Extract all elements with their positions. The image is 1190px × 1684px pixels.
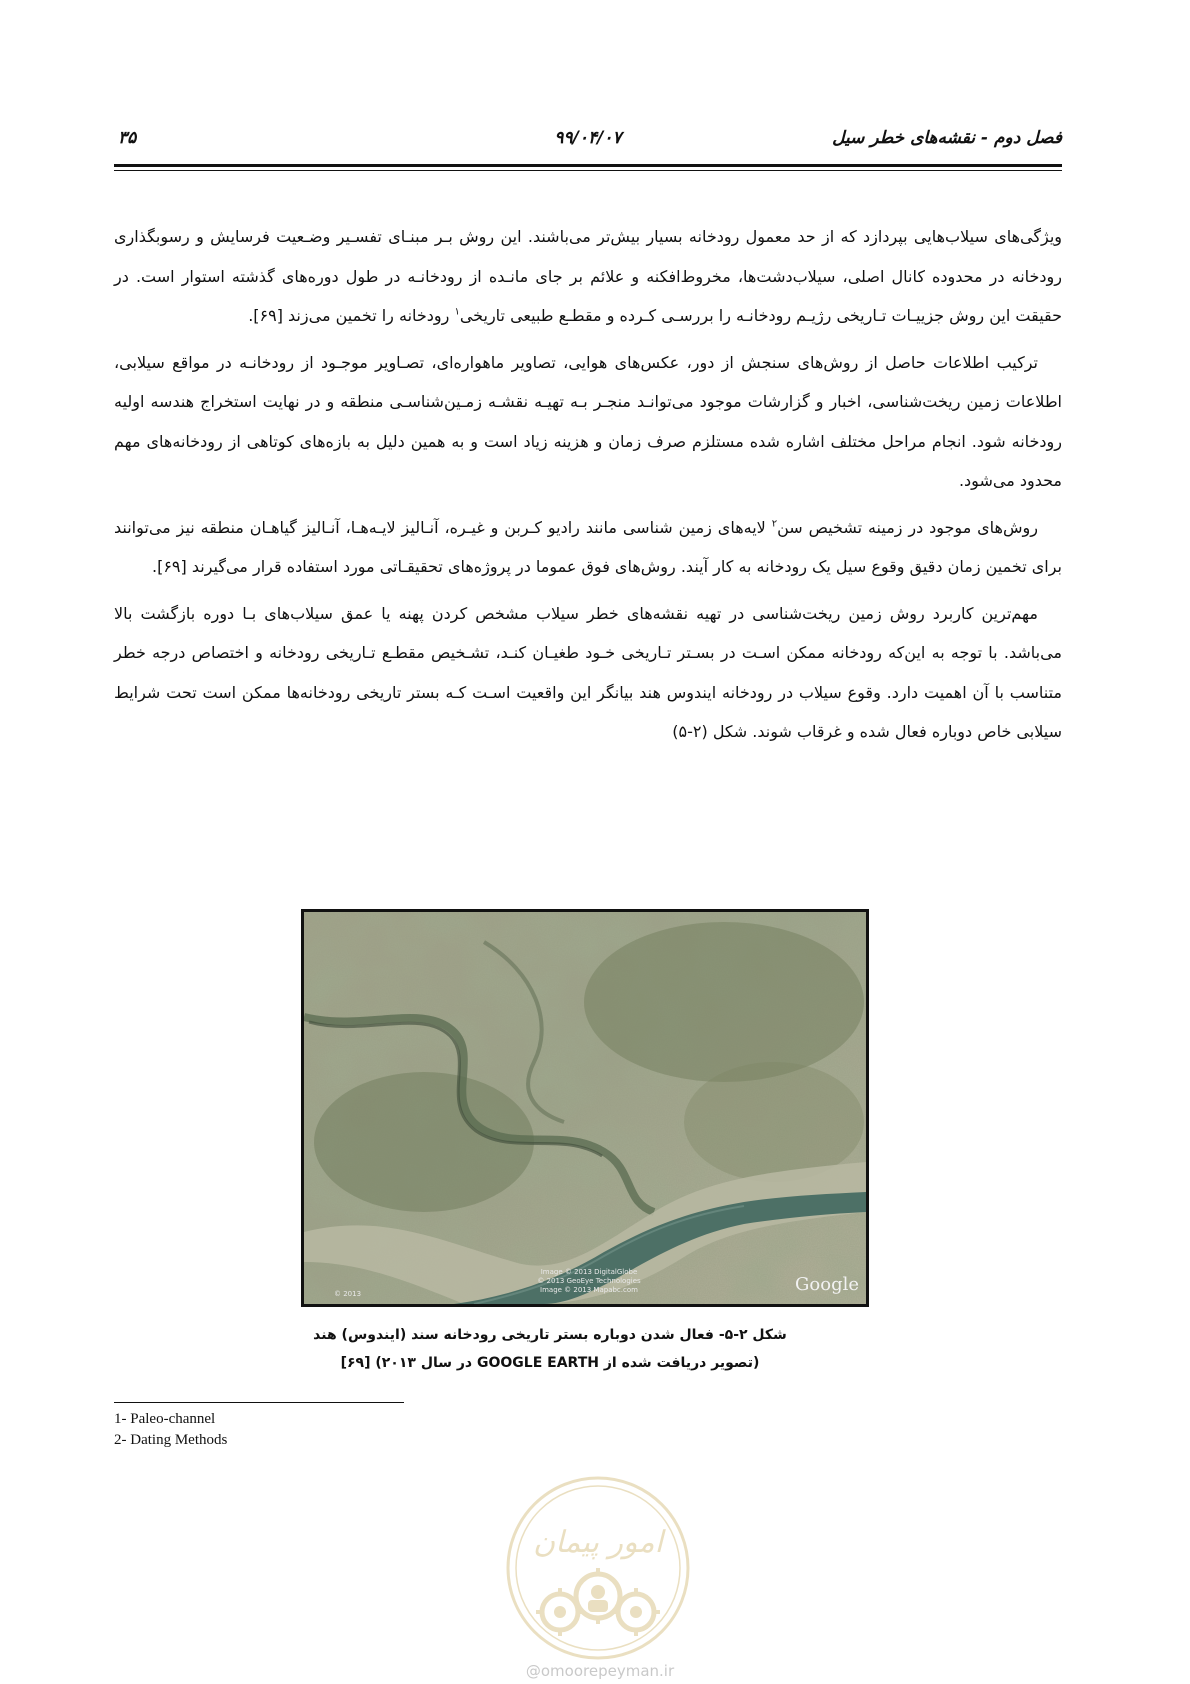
body-text [114,217,1062,759]
google-logo: Google [795,1274,859,1295]
footnote-ref[interactable]: ۲ [771,518,778,530]
image-corner-text: © 2013 [334,1290,362,1298]
footnote-ref[interactable]: ۱ [454,306,460,318]
footnote-2: 2- Dating Methods [114,1432,228,1448]
header-rule-thick [114,164,1062,167]
chapter-title: فصل دوم - نقشه‌های خطر سیل [832,128,1062,148]
paragraph: ویژگی‌های سیلاب‌هایی بپردازد که از حد معمول رودخانه بسیار بیش‌تر می‌باشند. این روش بـر مبنـای تفسـیر وضـعیت فرسایش و رسوبگذاری رودخانه در محدوده کانال اصلی، سیلاب‌دشت‌ها، مخروط‌افکنه و علائم بر جای مانـده از رودخانـه در طول دوره‌های گذشته استوار است. در حقیقت این روش جزییـات تـاریخی رژیـم رودخانـه را بررسـی کـرده و مقطـع طبیعی تاریخی$^۱$ رودخانه را تخمین می‌زند [۶۹]. [114,227,1062,325]
page-number: ۳۵ [118,128,137,148]
caption-line-2: (تصویر دریافت شده از GOOGLE EARTH در سال ۲۰۱۳) [۶۹] [340,1355,760,1371]
caption-line-1: شکل ۲-۵- فعال شدن دوباره بستر تاریخی رودخانه سند (ایندوس) هند [313,1327,787,1343]
footnote-rule [114,1402,404,1403]
image-credit: Image © 2013 Mapabc.com [540,1286,638,1294]
satellite-image [301,909,869,1307]
paragraph: روش‌های موجود در زمینه تشخیص سن$^۲$ لایه‌های زمین شناسی مانند رادیو کـربن و غیـره، آنـالیز لایـه‌هـا، آنـالیز گیاهـان منطقه نیز می‌توانند برای تخمین زمان دقیق وقوع سیل یک رودخانه به کار آیند. روش‌های فوق عموما در پروژه‌های تحقیقـاتی مورد استفاده قرار می‌گیرند [۶۹]. [114,517,1062,576]
paragraph: ترکیب اطلاعات حاصل از روش‌های سنجش از دور، عکس‌های هوایی، تصاویر ماهواره‌ای، تصـاویر موجـود از رودخانـه در مواقع سیلابی، اطلاعات زمین ریخت‌شناسی، اخبار و گزارشات موجود می‌توانـد منجـر بـه تهیـه نقشـه زمـین‌شناسـی منطقه و در نهایت استخراج هندسه اولیه رودخانه شود. انجام مراحل مختلف اشاره شده مستلزم صرف زمان و هزینه زیاد است و به همین دلیل به بازه‌های کوتاهی از رودخانه‌های مهم محدود می‌شود. [114,352,1062,490]
figure-caption [200,1321,900,1377]
satellite-image-art [304,912,866,1304]
watermark-url: @omoorepeyman.ir [525,1662,675,1680]
watermark-script: امور پیمان [533,1525,663,1560]
header-rule-thin [114,170,1062,171]
footnote-1: 1- Paleo-channel [114,1411,216,1427]
paragraph: مهم‌ترین کاربرد روش زمین ریخت‌شناسی در تهیه نقشه‌های خطر سیلاب مشخص کردن پهنه یا عمق سیلاب‌های بـا دوره بازگشت بالا می‌باشد. با توجه به این‌که رودخانه ممکن اسـت در بسـتر تـاریخی خـود طغیـان کنـد، تشـخیص مقطـع تـاریخی رودخانه و اختصاص درجه خطر متناسب با آن اهمیت دارد. وقوع سیلاب در رودخانه ایندوس هند بیانگر این واقعیت اسـت کـه بستر تاریخی رودخانه‌ها ممکن است تحت شرایط سیلابی خاص دوباره فعال شده و غرقاب شوند. شکل (۲-۵) [114,603,1062,741]
image-credit: Image © 2013 DigitalGlobe [540,1268,638,1276]
header-date: ۹۹/۰۴/۰۷ [554,128,622,148]
footnotes [114,1409,227,1451]
page-header [114,128,1062,156]
image-credit: © 2013 GeoEye Technologies [537,1277,641,1285]
watermark-logo [502,1472,694,1664]
